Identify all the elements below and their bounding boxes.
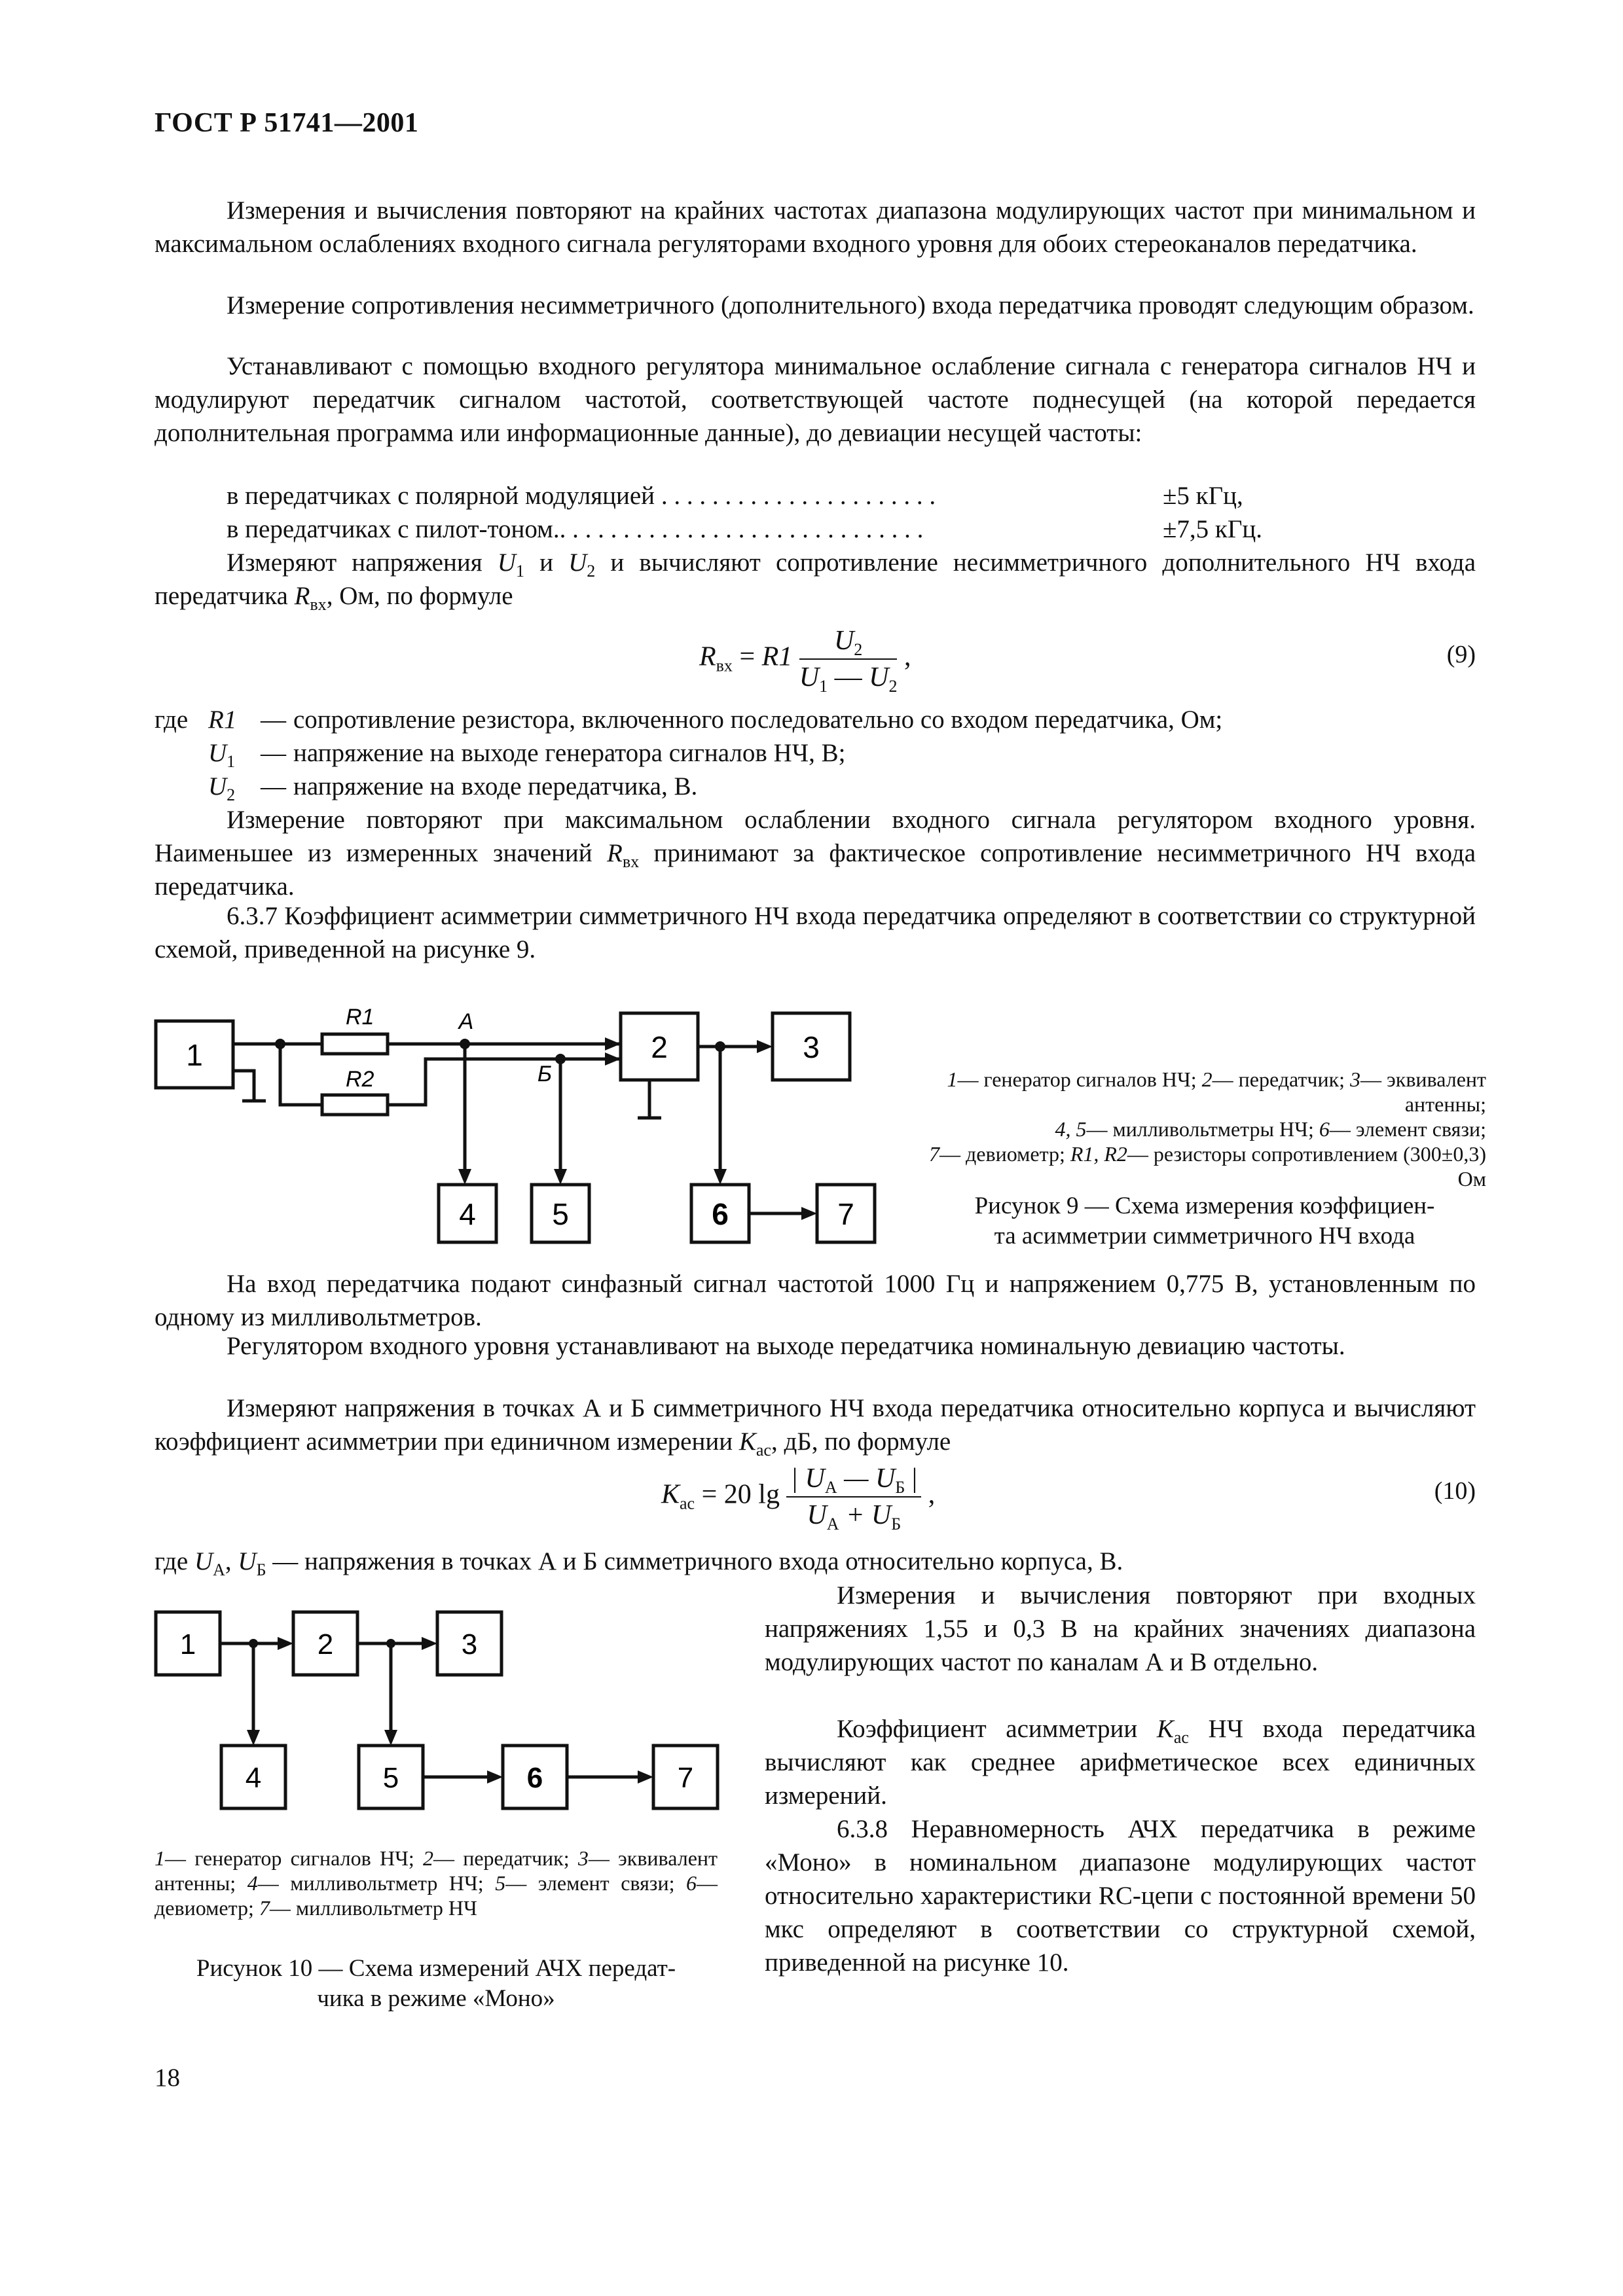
right-paragraph-repeat: Измерения и вычисления повторяют при входных напряжениях 1,55 и 0,3 В на крайних значениях диапазона модулирующих частот по каналам А и В отдельно.	[765, 1581, 1476, 1676]
paragraph-repeat-measurements: Измерения и вычисления повторяют на крайних частотах диапазона модулирующих частот при минимальном и максимальном ослаблениях входного сигнала регуляторами входного уровня для обоих стереоканалов передатчика.	[155, 196, 1476, 258]
equation-number-9: (9)	[1446, 641, 1476, 668]
where-text-r1: сопротивление резистора, включенного последовательно со входом передатчика, Ом;	[293, 706, 1223, 734]
fig9-resistor-r1	[322, 1034, 388, 1054]
list-value: ±5 кГц,	[1163, 482, 1243, 510]
formula-9: $R_{вх} = R1$ $\frac{U_2}{U_1 — U_2}$ ,	[699, 623, 911, 695]
right-paragraph-section-6-3-8: 6.3.8 Неравномерность АЧХ передатчика в режиме «Моно» в номинальном диапазоне модулирующих частот относительно характеристики RC-цепи с постоянной времени 50 мкс определяют в соответствии со структурной схемой, приведенной на рисунке 10.	[765, 1815, 1476, 1977]
fig9-r1-label: R1	[346, 1005, 374, 1030]
fig9-block-3-label: 3	[803, 1030, 820, 1064]
where-text-u1: напряжение на выходе генератора сигналов НЧ, В;	[293, 739, 846, 767]
paragraph-asymmetry-coefficient: Измеряют напряжения в точках А и Б симметричного НЧ входа передатчика относительно корпуса и вычисляют коэффициент асимметрии при единичном измерении $K_{ас}$, дБ, по формуле	[155, 1394, 1476, 1460]
list-label: в передатчиках с полярной модуляцией	[227, 482, 655, 510]
figure-9-title: Рисунок 9 — Схема измерения коэффициен- та асимметрии симметричного НЧ входа	[974, 1193, 1435, 1249]
equation-number-10: (10)	[1434, 1477, 1476, 1505]
figure-10-legend: 1— генератор сигналов НЧ; 2— передатчик; 3— эквивалент антенны; 4— милливольтметр НЧ; 5— элемент связи; 6— девиометр; 7— милливольтметр НЧ	[155, 1846, 718, 1920]
page-number: 18	[155, 2064, 180, 2092]
where-dash: —	[261, 772, 286, 800]
fig10-block-4-label: 4	[245, 1762, 262, 1794]
paragraph-measure-voltages: Измеряют напряжения $U_1$ и $U_2$ и вычисляют сопротивление несимметричного дополнительного НЧ входа передатчика $R_{вх}$, Ом, по формуле	[155, 548, 1476, 614]
fig9-r2-label: R2	[346, 1067, 374, 1092]
fig9-block-6-label: 6	[712, 1197, 729, 1231]
paragraph-resistance-measurement: Измерение сопротивления несимметричного (дополнительного) входа передатчика проводят следующим образом.	[227, 291, 1474, 319]
fig10-block-1-label: 1	[179, 1628, 196, 1660]
where-symbol-u1: $U_1$	[208, 739, 236, 771]
paragraph-in-phase-signal: На вход передатчика подают синфазный сигнал частотой 1000 Гц и напряжением 0,775 В, установленным по одному из милливольтметров.	[155, 1270, 1476, 1331]
figure-10-title: Рисунок 10 — Схема измерений АЧХ передат- чика в режиме «Моно»	[196, 1955, 676, 2012]
figure-9-diagram	[144, 982, 917, 1257]
fig10-block-2-label: 2	[317, 1628, 334, 1660]
figure-9-legend: 1— генератор сигналов НЧ; 2— передатчик; 3— эквивалент антенны; 4, 5— милливольтметры НЧ; 6— элемент связи; 7— девиометр; R1, R2— резисторы сопротивлением (300±0,3) Ом	[929, 1067, 1486, 1191]
formula-10: $K_{ас} = 20$ lg $\frac{| U_А — U_Б |}{U_А + U_Б}$ ,	[661, 1461, 935, 1533]
where-symbol-r1: R1	[208, 706, 237, 734]
list-dots: . . . . . . . . . . . . . . . . . . . . . .	[661, 482, 936, 510]
fig9-block-1-label: 1	[186, 1038, 203, 1072]
where-text-u2: напряжение на входе передатчика, В.	[293, 772, 698, 800]
figure-10-diagram	[144, 1594, 746, 1829]
fig9-block-5-label: 5	[552, 1197, 569, 1231]
fig9-block-7-label: 7	[837, 1197, 854, 1231]
list-dots: . . . . . . . . . . . . . . . . . . . . . . . . . . . . .	[559, 515, 924, 543]
where-dash: —	[261, 739, 286, 767]
fig9-block-4-label: 4	[459, 1197, 476, 1231]
list-value: ±7,5 кГц.	[1163, 515, 1263, 543]
list-label: в передатчиках с пилот-тоном.	[227, 515, 560, 543]
fig9-resistor-r2	[322, 1095, 388, 1115]
right-paragraph-average: Коэффициент асимметрии $K_{ас}$ НЧ входа передатчика вычисляют как среднее арифметическое всех единичных измерений.	[765, 1715, 1476, 1810]
paragraph-generator-setup: Устанавливают с помощью входного регулятора минимальное ослабление сигнала с генератора сигналов НЧ и модулируют передатчик сигналом частотой, соответствующей частоте поднесущей (на которой передается дополнительная программа или информационные данные), до девиации несущей частоты:	[155, 352, 1476, 447]
fig9-point-a-label: A	[458, 1009, 474, 1034]
where-symbol-u2: $U_2$	[208, 772, 236, 804]
fig10-block-7-label: 7	[677, 1762, 694, 1794]
paragraph-section-6-3-7: 6.3.7 Коэффициент асимметрии симметричного НЧ входа передатчика определяют в соответствии со структурной схемой, приведенной на рисунке 9.	[155, 902, 1476, 963]
fig9-point-b-label: Б	[537, 1062, 553, 1086]
paragraph-repeat-max-attenuation: Измерение повторяют при максимальном ослаблении входного сигнала регулятором входного уровня. Наименьшее из измеренных значений $R_{вх}$ принимают за фактическое сопротивление несимметричного НЧ входа передатчика.	[155, 806, 1476, 901]
fig10-block-6-label: 6	[526, 1762, 543, 1794]
where-dash: —	[261, 706, 286, 734]
where-prefix: где	[155, 706, 189, 734]
paragraph-nominal-deviation: Регулятором входного уровня устанавливают на выходе передатчика номинальную девиацию частоты.	[227, 1332, 1345, 1360]
fig10-block-5-label: 5	[382, 1762, 399, 1794]
fig10-block-3-label: 3	[461, 1628, 478, 1660]
fig9-block-2-label: 2	[651, 1030, 668, 1064]
document-header: ГОСТ Р 51741—2001	[155, 108, 419, 138]
where-10-line: где $U_А$, $U_Б$ — напряжения в точках А и Б симметричного входа относительно корпуса, В.	[155, 1547, 1123, 1579]
